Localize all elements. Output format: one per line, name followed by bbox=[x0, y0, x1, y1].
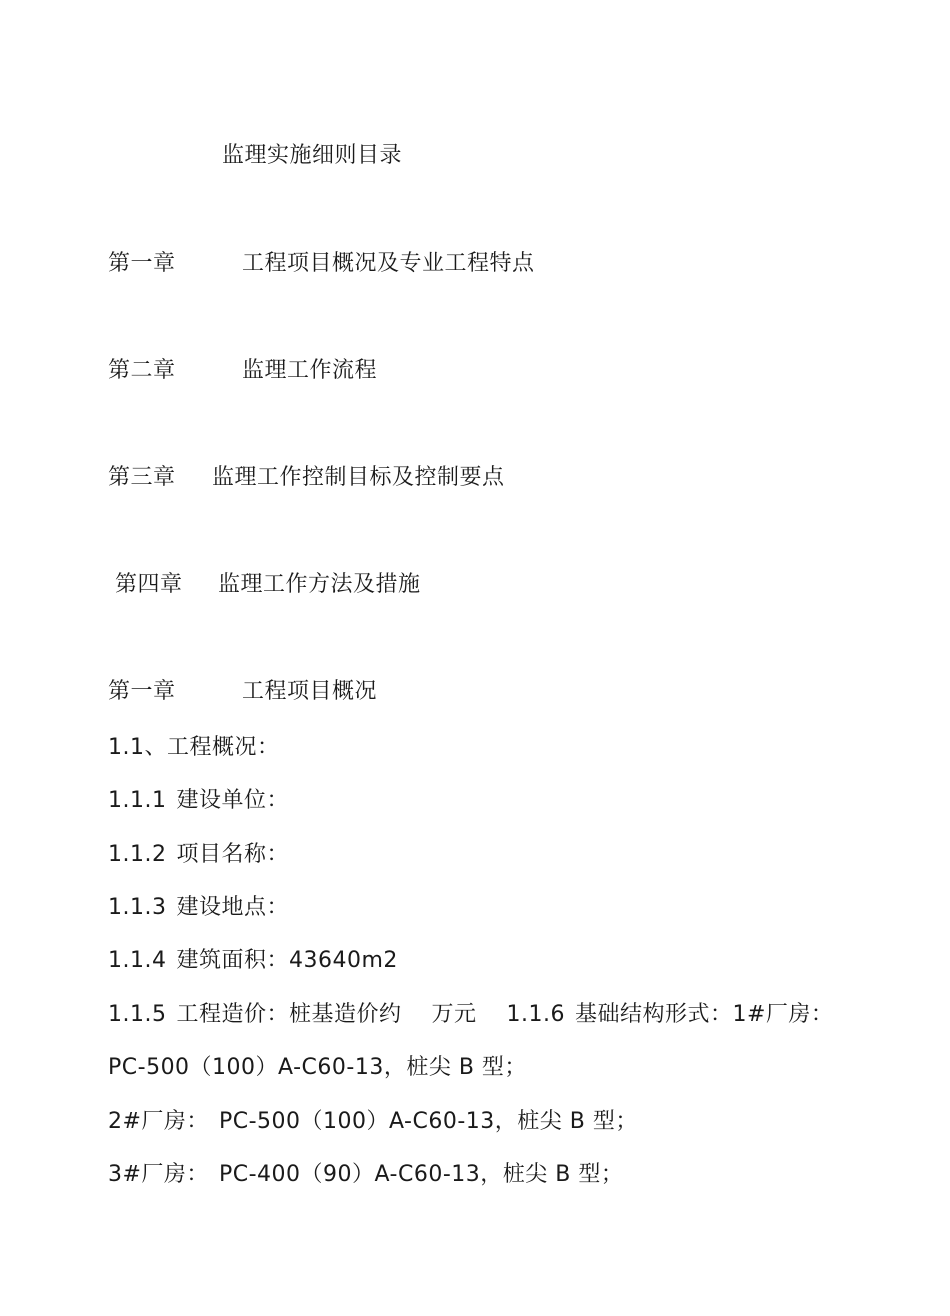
toc-chapter-title: 监理工作控制目标及控制要点 bbox=[212, 465, 505, 490]
section-number: 1.1.3 bbox=[108, 895, 167, 920]
pile-spec: PC-500（100）A-C60-13，桩尖 B 型； bbox=[218, 1109, 638, 1134]
section-1-1-3 bbox=[108, 893, 289, 923]
toc-chapter-title: 工程项目概况及专业工程特点 bbox=[242, 251, 535, 276]
chapter-number: 第一章 bbox=[108, 679, 176, 704]
toc-chapter-number: 第一章 bbox=[108, 251, 176, 276]
section-number: 1.1.4 bbox=[108, 948, 167, 973]
pile-spec-building-1: PC-500（100）A-C60-13，桩尖 B 型； bbox=[108, 1055, 527, 1080]
toc-chapter-title: 监理工作方法及措施 bbox=[218, 572, 421, 597]
section-1-1-5 bbox=[108, 1000, 833, 1030]
section-text: 基础结构形式：1#厂房： bbox=[575, 1002, 834, 1027]
section-number: 1.1.6 bbox=[506, 1002, 565, 1027]
toc-chapter-number: 第三章 bbox=[108, 465, 176, 490]
pile-spec-building-2 bbox=[108, 1107, 638, 1137]
section-text: 项目名称： bbox=[176, 842, 289, 867]
section-number: 1.1.2 bbox=[108, 842, 167, 867]
document-title: 监理实施细则目录 bbox=[222, 143, 403, 168]
cost-unit: 万元 bbox=[431, 1002, 477, 1027]
section-text: 工程造价：桩基造价约 bbox=[176, 1002, 402, 1027]
toc-chapter-number: 第二章 bbox=[108, 358, 176, 383]
section-text: 建设单位： bbox=[176, 788, 289, 813]
section-text: 建设地点： bbox=[176, 895, 289, 920]
section-number: 1.1.1 bbox=[108, 788, 167, 813]
chapter-title: 工程项目概况 bbox=[242, 679, 378, 704]
section-number: 1.1.5 bbox=[108, 1002, 167, 1027]
section-1-1-heading: 1.1、工程概况： bbox=[108, 735, 280, 760]
building-label: 2#厂房： bbox=[108, 1109, 209, 1134]
toc-item-chapter-2 bbox=[108, 356, 377, 386]
toc-chapter-number: 第四章 bbox=[115, 572, 183, 597]
toc-chapter-title: 监理工作流程 bbox=[242, 358, 378, 383]
section-text: 建筑面积：43640m2 bbox=[176, 948, 398, 973]
toc-item-chapter-3 bbox=[108, 463, 505, 493]
pile-spec: PC-400（90）A-C60-13，桩尖 B 型； bbox=[218, 1162, 624, 1187]
section-1-1-1 bbox=[108, 786, 289, 816]
toc-item-chapter-1 bbox=[108, 249, 535, 279]
chapter-1-heading bbox=[108, 677, 377, 707]
toc-item-chapter-4 bbox=[115, 570, 421, 600]
building-label: 3#厂房： bbox=[108, 1162, 209, 1187]
pile-spec-building-3 bbox=[108, 1160, 623, 1190]
section-1-1-2 bbox=[108, 840, 289, 870]
section-1-1-4 bbox=[108, 946, 398, 976]
